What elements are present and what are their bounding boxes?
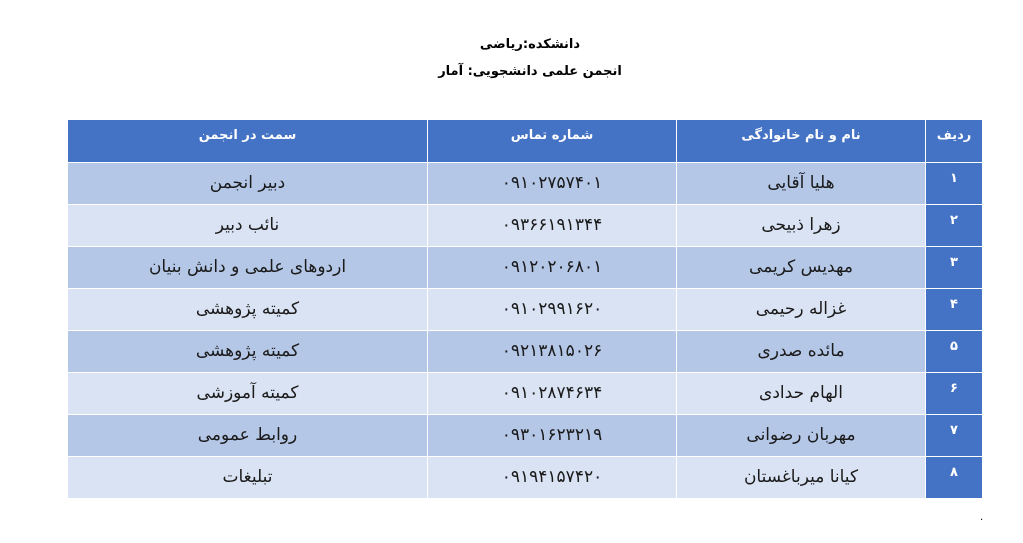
name-cell: غزاله رحیمی xyxy=(677,288,926,330)
column-header-phone: شماره تماس xyxy=(428,120,677,162)
phone-cell: ۰۹۱۲۰۲۰۶۸۰۱ xyxy=(428,246,677,288)
row-number-cell: ۶ xyxy=(926,372,983,414)
name-cell: الهام حدادی xyxy=(677,372,926,414)
role-cell: اردوهای علمی و دانش بنیان xyxy=(68,246,428,288)
table-row xyxy=(68,456,983,498)
table-header-row xyxy=(68,120,983,162)
phone-cell: ۰۹۳۰۱۶۲۳۲۱۹ xyxy=(428,414,677,456)
table-row xyxy=(68,246,983,288)
name-cell: مهربان رضوانی xyxy=(677,414,926,456)
phone-cell: ۰۹۱۰۲۹۹۱۶۲۰ xyxy=(428,288,677,330)
role-cell: روابط عمومی xyxy=(68,414,428,456)
table-row xyxy=(68,330,983,372)
column-header-name: نام و نام خانوادگی xyxy=(677,120,926,162)
row-number-cell: ۱ xyxy=(926,162,983,204)
members-table xyxy=(67,120,983,499)
row-number-cell: ۲ xyxy=(926,204,983,246)
table-row xyxy=(68,162,983,204)
trailing-mark: . xyxy=(980,512,984,523)
row-number-cell: ۸ xyxy=(926,456,983,498)
row-number-cell: ۳ xyxy=(926,246,983,288)
row-number-cell: ۷ xyxy=(926,414,983,456)
row-number-cell: ۵ xyxy=(926,330,983,372)
name-cell: هلیا آقایی xyxy=(677,162,926,204)
table-row xyxy=(68,372,983,414)
column-header-row-number: ردیف xyxy=(926,120,983,162)
row-number-cell: ۴ xyxy=(926,288,983,330)
role-cell: کمیته پژوهشی xyxy=(68,288,428,330)
name-cell: زهرا ذبیحی xyxy=(677,204,926,246)
role-cell: کمیته آموزشی xyxy=(68,372,428,414)
role-cell: نائب دبیر xyxy=(68,204,428,246)
table-row xyxy=(68,414,983,456)
table-row xyxy=(68,288,983,330)
association-heading: انجمن علمی دانشجویی: آمار xyxy=(438,64,622,79)
name-cell: مائده صدری xyxy=(677,330,926,372)
phone-cell: ۰۹۲۱۳۸۱۵۰۲۶ xyxy=(428,330,677,372)
faculty-heading: دانشکده:ریاضی xyxy=(479,37,581,52)
role-cell: کمیته پژوهشی xyxy=(68,330,428,372)
column-header-role: سمت در انجمن xyxy=(68,120,428,162)
phone-cell: ۰۹۱۹۴۱۵۷۴۲۰ xyxy=(428,456,677,498)
name-cell: کیانا میرباغستان xyxy=(677,456,926,498)
phone-cell: ۰۹۱۰۲۸۷۴۶۳۴ xyxy=(428,372,677,414)
table-row xyxy=(68,204,983,246)
role-cell: تبلیغات xyxy=(68,456,428,498)
phone-cell: ۰۹۱۰۲۷۵۷۴۰۱ xyxy=(428,162,677,204)
role-cell: دبیر انجمن xyxy=(68,162,428,204)
name-cell: مهدیس کریمی xyxy=(677,246,926,288)
phone-cell: ۰۹۳۶۶۱۹۱۳۴۴ xyxy=(428,204,677,246)
